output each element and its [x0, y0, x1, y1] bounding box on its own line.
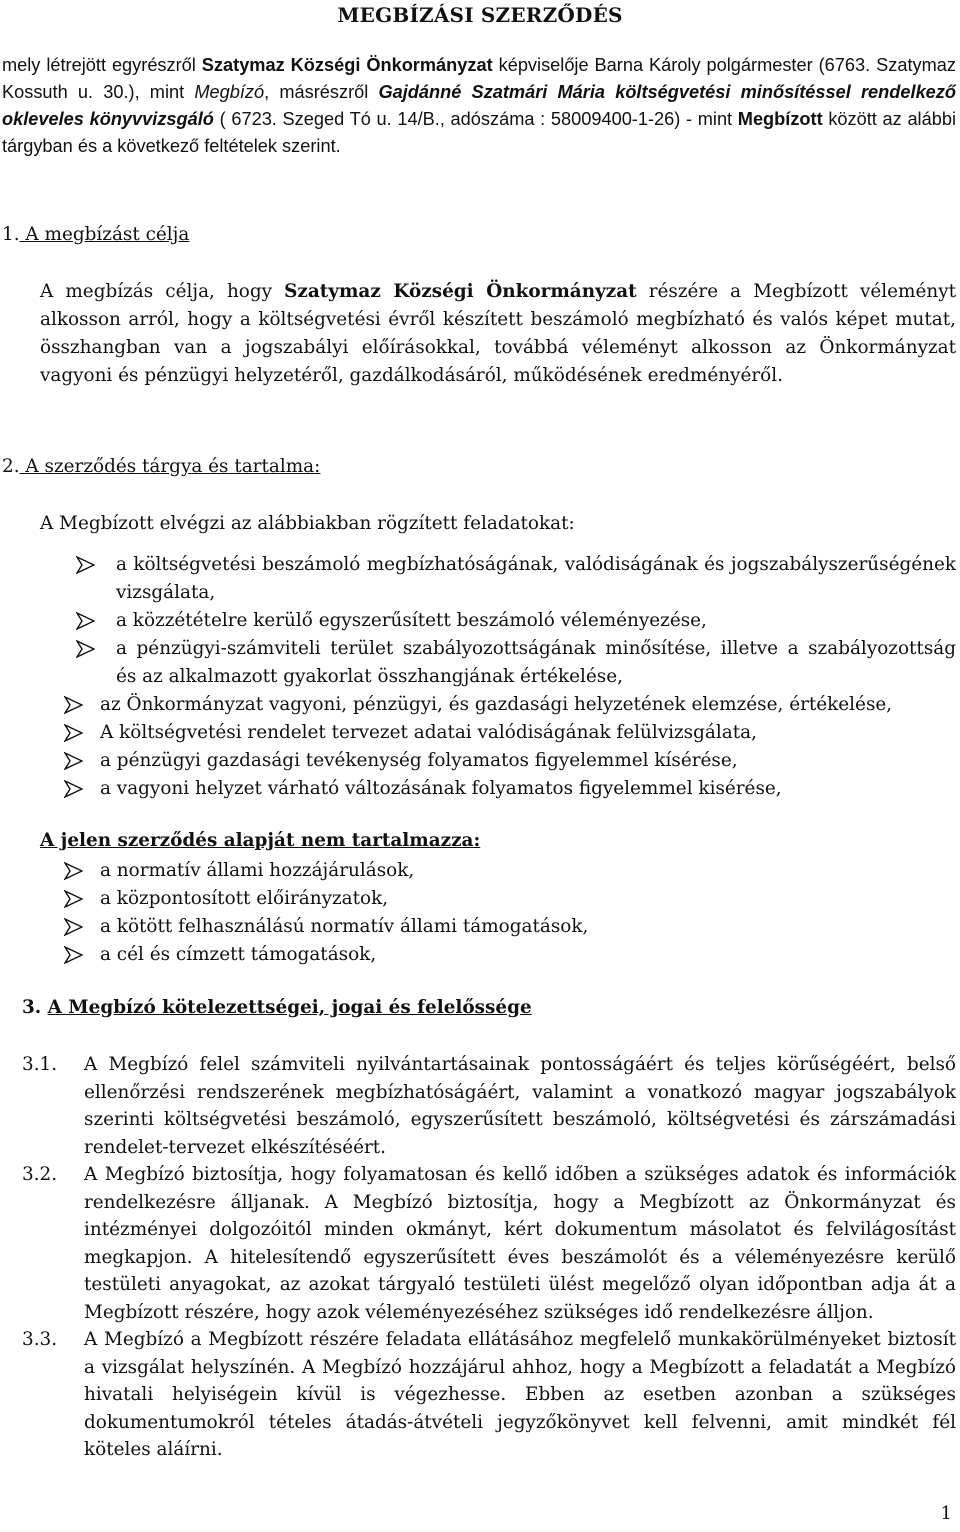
- list-item: a pénzügyi-számviteli terület szabályozottságának minősítése, illetve a szabályozottság és az alkalmazott gyakorlat összhangjának értékelése,: [0, 635, 956, 691]
- numbered-item: 3.1. A Megbízó felel számviteli nyilvántartásainak pontosságáért és teljes körűségéért, belső ellenőrzési rendszerének megbízhatóságáért, valamint a vonatkozó magyar jogszabályok szerinti költségvetési beszámoló, egyszerűsített beszámoló, költségvetési és zárszámadási rendelet-tervezet elkészítéséért.: [22, 1054, 956, 1158]
- party-auditor: Gajdánné Szatmári Mária költségvetési minősítéssel rendelkező okleveles könyvvizsgáló: [2, 82, 956, 129]
- section-1-paragraph: A megbízás célja, hogy Szatymaz Községi Önkormányzat részére a Megbízott véleményt alkosson arról, hogy a költségvetési évről készített beszámoló megbízható és valós képet mutat, összhangban van a jogszabályi előírásokkal, továbbá véleményt alkosson az Önkormányzat vagyoni és pénzügyi helyzetéről, gazdálkodásáról, működésének eredményéről.: [40, 281, 956, 386]
- list-item: a cél és címzett támogatások,: [0, 941, 956, 969]
- section-3-items: [0, 1051, 960, 1464]
- list-item: a vagyoni helyzet várható változásának folyamatos figyelemmel kisérése,: [0, 775, 956, 803]
- arrow-bullet-icon: [64, 862, 83, 880]
- list-item: a közzétételre kerülő egyszerűsített beszámoló véleményezése,: [0, 607, 956, 635]
- arrow-bullet-icon: [64, 724, 83, 742]
- arrow-bullet-icon: [64, 696, 83, 714]
- arrow-bullet-icon: [64, 780, 83, 798]
- page-number: 1: [940, 1503, 952, 1524]
- exclusion-heading: A jelen szerződés alapját nem tartalmazza:: [40, 830, 481, 851]
- section-1-heading: 1. A megbízást célja: [2, 224, 190, 245]
- list-item: a központosított előirányzatok,: [0, 885, 956, 913]
- list-item: az Önkormányzat vagyoni, pénzügyi, és gazdasági helyzetének elemzése, értékelése,: [0, 691, 956, 719]
- arrow-bullet-icon: [64, 918, 83, 936]
- arrow-bullet-icon: [64, 890, 83, 908]
- arrow-bullet-icon: [64, 752, 83, 770]
- numbered-item: 3.2. A Megbízó biztosítja, hogy folyamatosan és kellő időben a szükséges adatok és információk rendelkezésre álljanak. A Megbízó biztosítja, hogy a Megbízott az Önkormányzat és intézményei dolgozóitól minden okmányt, kért dokumentum másolatot és felvilágosítást megkapjon. A hitelesítendő egyszerűsített éves beszámolót és a véleményezésre kerülő testületi anyagokat, az azokat tárgyaló testületi ülést megelőző olyan időpontban adja át a Megbízott részére, hogy azok véleményezéséhez szükséges idő rendelkezésre álljon.: [22, 1164, 956, 1323]
- list-item: a normatív állami hozzájárulások,: [0, 857, 956, 885]
- intro-paragraph: mely létrejött egyrészről Szatymaz Községi Önkormányzat képviselője Barna Károly polgármester (6763. Szatymaz Kossuth u. 30.), mint Megbízó, másrészről Gajdánné Szatmári Mária költségvetési minősítéssel rendelkező okleveles könyvvizsgáló ( 6723. Szeged Tó u. 14/B., adószáma : 58009400-1-26) - mint Megbízott között az alábbi tárgyban és a következő feltételek szerint.: [2, 55, 956, 156]
- section-2-heading: 2. A szerződés tárgya és tartalma:: [2, 456, 321, 477]
- list-item: a pénzügyi gazdasági tevékenység folyamatos figyelemmel kísérése,: [0, 747, 956, 775]
- document-title: MEGBÍZÁSI SZERZŐDÉS: [337, 3, 623, 27]
- arrow-bullet-icon: [76, 640, 95, 658]
- exclusion-list: [0, 857, 960, 969]
- section-3-heading: 3. A Megbízó kötelezettségei, jogai és felelőssége: [22, 997, 532, 1018]
- list-item: A költségvetési rendelet tervezet adatai valódiságának felülvizsgálata,: [0, 719, 956, 747]
- list-item: a költségvetési beszámoló megbízhatóságának, valódiságának és jogszabályszerűségének vizsgálata,: [0, 551, 956, 607]
- list-item: a kötött felhasználású normatív állami támogatások,: [0, 913, 956, 941]
- role-client: Megbízó: [194, 82, 265, 102]
- role-contractor: Megbízott: [737, 109, 823, 129]
- numbered-item: 3.3. A Megbízó a Megbízott részére feladata ellátásához megfelelő munkakörülményeket biztosít a vizsgálat helyszínén. A Megbízó hozzájárul ahhoz, hogy a Megbízott a feladatát a Megbízó hivatali helyiségein kívül is végezhesse. Ebben az esetben azonban a szükséges dokumentumokról tételes átadás-átvételi jegyzőkönyvet kell felvenni, amit mindkét fél köteles aláírni.: [22, 1329, 956, 1460]
- arrow-bullet-icon: [76, 612, 95, 630]
- party-municipality: Szatymaz Községi Önkormányzat: [201, 55, 493, 75]
- arrow-bullet-icon: [76, 556, 95, 574]
- arrow-bullet-icon: [64, 946, 83, 964]
- task-list: [0, 551, 960, 803]
- section-2-lead: A Megbízott elvégzi az alábbiakban rögzített feladatokat:: [40, 513, 575, 534]
